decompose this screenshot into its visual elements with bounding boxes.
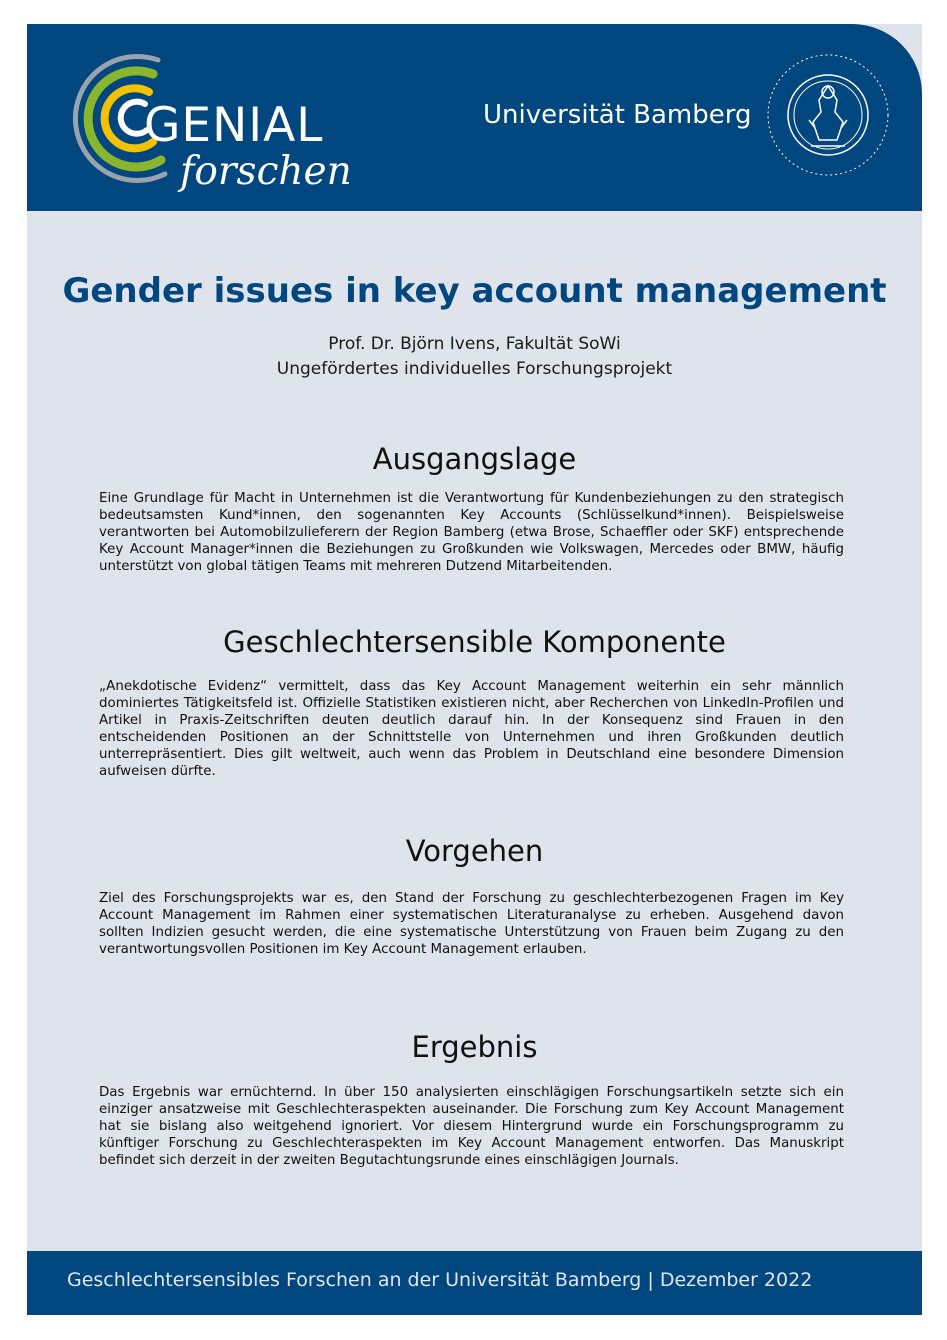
university-seal-icon — [763, 50, 893, 180]
poster — [27, 24, 922, 1315]
section-heading-ergebnis: Ergebnis — [411, 1030, 538, 1064]
poster-title: Gender issues in key account management — [62, 271, 887, 311]
section-text-komponente: „Anekdotische Evidenz“ vermittelt, dass das Key Account Management weiterhin ein sehr männlich dominiertes Tätigkeitsfeld ist. Offizielle Statistiken existieren nicht, aber Recherchen von LinkedIn-Profilen und Artikel in Praxis-Zeitschriften deuten deutlich darauf hin. In der Konsequenz sind Frauen in den entscheidenden Positionen an der Schnittstelle von Unternehmen und ihren Großkunden deutlich unterrepräsentiert. Dies gilt weltweit, auch wenn das Problem in Deutschland eine besondere Dimension aufweisen dürfte. — [99, 679, 844, 779]
section-heading-ausgangslage: Ausgangslage — [372, 442, 577, 476]
logo-genial-text: GENIAL — [144, 98, 324, 153]
section-heading-vorgehen: Vorgehen — [405, 834, 544, 868]
author-line: Prof. Dr. Björn Ivens, Fakultät SoWi — [328, 334, 621, 354]
section-text-vorgehen: Ziel des Forschungsprojekts war es, den Stand der Forschung zu geschlechterbezogenen Fragen im Key Account Management im Rahmen einer systematischen Literaturanalyse zu erheben. Ausgehend davon sollten Indizien gesucht werden, die eine systematische Unterstützung von Frauen beim Zugang zu den verantwortungsvollen Positionen im Key Account Management erlauben. — [99, 891, 844, 957]
section-text-ausgangslage: Eine Grundlage für Macht in Unternehmen ist die Verantwortung für Kundenbeziehungen zu den strategisch bedeutsamsten Kund*innen, den sogenannten Key Accounts (Schlüsselkund*innen). Beispielsweise verantworten bei Automobilzulieferern der Region Bamberg (etwa Brose, Schaeffler oder SKF) entsprechende Key Account Manager*innen die Beziehungen zu Großkunden wie Volkswagen, Mercedes oder BMW, häufig unterstützt von global tätigen Teams mit mehreren Dutzend Mitarbeitenden. — [99, 491, 844, 574]
footer-banner — [27, 1251, 922, 1315]
header-banner — [27, 24, 922, 211]
footer-text: Geschlechtersensibles Forschen an der Universität Bamberg | Dezember 2022 — [67, 1269, 813, 1291]
university-name: Universität Bamberg — [483, 100, 752, 130]
section-text-ergebnis: Das Ergebnis war ernüchternd. In über 150 analysierten einschlägigen Forschungsartikeln setzte sich ein einziger ansatzweise mit Geschlechteraspekten auseinander. Die Forschung zum Key Account Management hat sie bislang also weitgehend ignoriert. Vor diesem Hintergrund wurde ein Forschungsprogramm zu künftiger Forschung zu Geschlechteraspekten im Key Account Management entworfen. Das Manuskript befindet sich derzeit in der zweiten Begutachtungsrunde eines einschlägigen Journals. — [99, 1085, 844, 1168]
project-type-line: Ungefördertes individuelles Forschungsprojekt — [276, 359, 673, 379]
section-heading-komponente: Geschlechtersensible Komponente — [223, 625, 726, 659]
logo-forschen-text: forschen — [180, 149, 352, 194]
